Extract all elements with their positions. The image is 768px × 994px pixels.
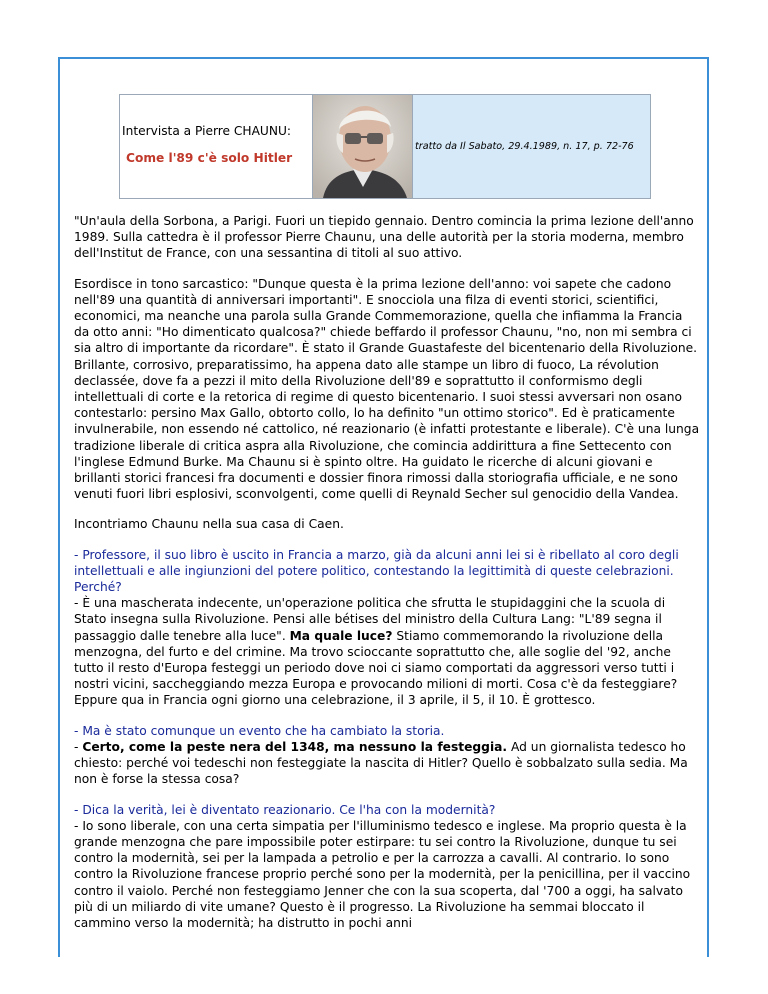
answer-1-part-a: - È una mascherata indecente, un'operazione politica che sfrutta le stupidaggini che la scuola di Stato insegna sulla Rivoluzione. Pensi alle bétises del ministro della Cultura Lang: "L'89 segna il passaggio dalle tenebre alla luce". [74, 596, 666, 643]
answer-3: - Io sono liberale, con una certa simpatia per l'illuminismo tedesco e inglese. Ma proprio questa è la grande menzogna che pare impossibile poter estirpare: tu sei contro la Rivoluzione, dunque tu sei contro la modernità, sei per la lampada a petrolio e per la carrozza a cavalli. Al contrario. Io sono contro la Rivoluzione francese proprio perché sono per la modernità, per la penicillina, per il vaccino contro il vaiolo. Perché non festeggiamo Jenner che con la sua scoperta, dal '700 a oggi, ha salvato più di un miliardo di vite umane? Questo è il progresso. La Rivoluzione ha semmai bloccato il cammino verso la modernità; ha distrutto in pochi anni [74, 818, 691, 930]
qa-block-1 [74, 547, 700, 709]
header-title-cell [120, 95, 313, 198]
source-citation: tratto da Il Sabato, 29.4.1989, n. 17, p. 72-76 [415, 141, 634, 152]
question-3: - Dica la verità, lei è diventato reazionario. Ce l'ha con la modernità? [74, 802, 496, 817]
author-photo [313, 95, 413, 198]
question-1: - Professore, il suo libro è uscito in Francia a marzo, già da alcuni anni lei si è ribellato al coro degli intellettuali e alle ingiunzioni del potere politico, contestando la legittimità di queste celebrazioni. Perché? [74, 547, 679, 595]
article-headline: Come l'89 c'è solo Hitler [126, 151, 293, 165]
question-2: - Ma è stato comunque un evento che ha cambiato la storia. [74, 723, 445, 738]
qa-block-2 [74, 723, 700, 788]
portrait-image [313, 95, 412, 198]
article-header [119, 94, 651, 199]
paragraph-context: Esordisce in tono sarcastico: "Dunque questa è la prima lezione dell'anno: voi sapete che cadono nell'89 una quantità di anniversari importanti". E snocciola una filza di eventi storici, scientifici, economici, ma neanche una parola sulla Grande Commemorazione, quella che infiamma la Francia da otto anni: "Ho dimenticato qualcosa?" chiede beffardo il professor Chaunu, "no, non mi sembra ci sia altro di importante da ricordare". È stato il Grande Guastafeste del bicentenario della Rivoluzione. Brillante, corrosivo, preparatissimo, ha appena dato alle stampe un libro di fuoco, La révolution declassée, dove fa a pezzi il mito della Rivoluzione dell'89 e soprattutto il conformismo degli intellettuali di corte e la retorica di regime di questo bicentenario. I suoi stessi avversari non osano contestarlo: persino Max Gallo, obtorto collo, lo ha definito "un ottimo storico". Ed è praticamente invulnerabile, non essendo né cattolico, né reazionario (è infatti protestante e liberale). C'è una lunga tradizione liberale di critica aspra alla Rivoluzione, che comincia addirittura a fine Settecento con l'inglese Edmund Burke. Ma Chaunu si è spinto oltre. Ha guidato le ricerche di alcuni giovani e brillanti storici francesi fra documenti e dossier finora rimossi dalla storiografia ufficiale, e ne sono venuti fuori libri esplosivi, sconvolgenti, come quelli di Reynald Secher sul genocidio della Vandea. [74, 276, 700, 502]
answer-2-emphasis: Certo, come la peste nera del 1348, ma nessuno la festeggia. [82, 739, 508, 754]
answer-2-part-a: - [74, 739, 83, 754]
paragraph-intro: "Un'aula della Sorbona, a Parigi. Fuori un tiepido gennaio. Dentro comincia la prima lezione dell'anno 1989. Sulla cattedra è il professor Pierre Chaunu, una delle autorità per la storia moderna, membro dell'Institut de France, con una sessantina di titoli al suo attivo. [74, 214, 694, 261]
interview-intro: Intervista a Pierre CHAUNU: [122, 124, 291, 138]
article-body [74, 213, 700, 945]
paragraph-meeting: Incontriamo Chaunu nella sua casa di Caen. [74, 517, 344, 532]
answer-1-part-c: Stiamo commemorando la rivoluzione della menzogna, del furto e del crimine. Ma trovo scioccante soprattutto che, alle soglie del '92, anche tutto il resto d'Europa festeggi un periodo dove noi ci siamo comportati da aggressori verso tutti i nostri vicini, saccheggiando mezza Europa e provocando milioni di morti. Cosa c'è da festeggiare? Eppure qua in Francia ogni giorno una celebrazione, il 3 aprile, il 5, il 10. È grottesco. [74, 628, 678, 708]
qa-block-3 [74, 802, 700, 932]
source-cell [413, 95, 650, 198]
answer-1-emphasis: Ma quale luce? [289, 628, 393, 643]
answer-2-part-c: Ad un giornalista tedesco ho chiesto: perché voi tedeschi non festeggiate la nascita di Hitler? Quello è sobbalzato sulla sedia. Ma non è forse la stessa cosa? [74, 739, 688, 787]
